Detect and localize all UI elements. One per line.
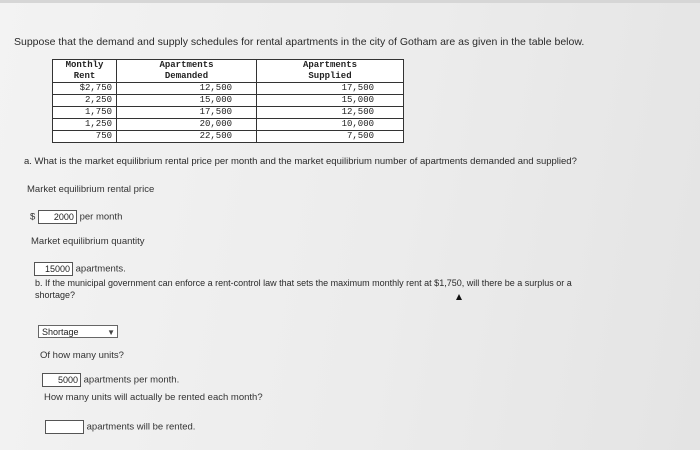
rent-cell: 2,250	[53, 95, 117, 107]
supplied-cell: 17,500	[257, 83, 404, 95]
rented-input[interactable]	[45, 420, 84, 434]
demanded-cell: 15,000	[117, 95, 257, 107]
table-row	[53, 95, 404, 107]
demanded-cell: 17,500	[117, 107, 257, 119]
quantity-label: Market equilibrium quantity	[31, 236, 145, 247]
rented-label: How many units will actually be rented each month?	[44, 392, 263, 403]
surplus-shortage-select[interactable]	[38, 325, 118, 338]
rent-cell: $2,750	[53, 83, 117, 95]
question-a: a. What is the market equilibrium rental price per month and the market equilibrium number of apartments demanded and supplied?	[24, 156, 577, 167]
header-apartments-supplied: Apartments Supplied	[257, 60, 404, 83]
supplied-cell: 12,500	[257, 107, 404, 119]
quantity-row	[34, 262, 126, 276]
top-border	[0, 0, 700, 3]
problem-intro: Suppose that the demand and supply schedules for rental apartments in the city of Gotham are as given in the table below.	[14, 36, 585, 48]
price-row	[30, 210, 122, 224]
rent-cell: 750	[53, 131, 117, 143]
table-row	[53, 83, 404, 95]
rented-suffix: apartments will be rented.	[86, 421, 196, 433]
units-label: Of how many units?	[40, 350, 124, 361]
table-row	[53, 107, 404, 119]
schedule-table	[52, 59, 404, 143]
supplied-cell: 7,500	[257, 131, 404, 143]
supplied-cell: 15,000	[257, 95, 404, 107]
quantity-input[interactable]: 15000	[34, 262, 73, 276]
price-label: Market equilibrium rental price	[27, 184, 155, 195]
question-b-line1: b. If the municipal government can enforce a rent-control law that sets the maximum monthly rent at $1,750, will there be a surplus or a	[35, 278, 572, 288]
units-row	[42, 373, 179, 387]
question-b-line2: shortage?	[35, 290, 76, 300]
mouse-cursor-icon	[456, 294, 462, 300]
rent-cell: 1,250	[53, 119, 117, 131]
demanded-cell: 20,000	[117, 119, 257, 131]
rent-cell: 1,750	[53, 107, 117, 119]
currency-symbol: $	[30, 211, 36, 223]
header-monthly-rent: Monthly Rent	[53, 60, 117, 83]
chevron-down-icon: ▼	[107, 328, 115, 337]
rented-row	[45, 420, 195, 434]
price-suffix: per month	[79, 211, 123, 223]
select-value: Shortage	[42, 327, 79, 337]
price-input[interactable]: 2000	[38, 210, 77, 224]
units-input[interactable]: 5000	[42, 373, 81, 387]
header-apartments-demanded: Apartments Demanded	[117, 60, 257, 83]
supplied-cell: 10,000	[257, 119, 404, 131]
table-row	[53, 131, 404, 143]
demanded-cell: 22,500	[117, 131, 257, 143]
quantity-suffix: apartments.	[75, 263, 126, 275]
units-suffix: apartments per month.	[83, 374, 180, 386]
table-row	[53, 119, 404, 131]
demanded-cell: 12,500	[117, 83, 257, 95]
